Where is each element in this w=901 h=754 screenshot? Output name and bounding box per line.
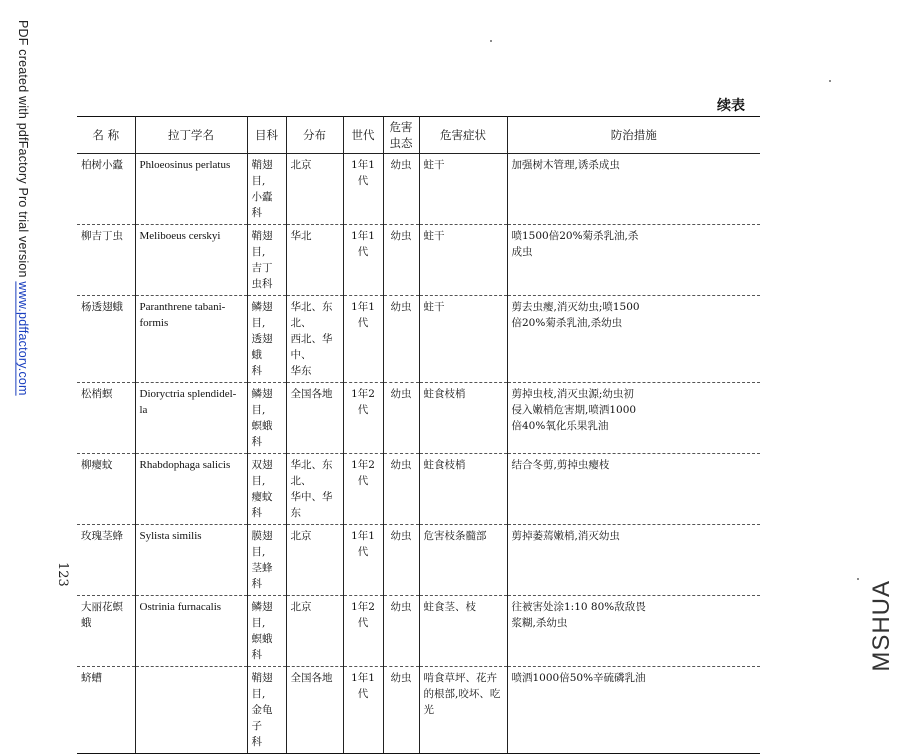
cell-latin: Sylista similis (135, 525, 247, 596)
cell-control: 剪掉虫枝,消灭虫源;幼虫初 侵入嫩梢危害期,喷洒1000 倍40%氧化乐果乳油 (507, 383, 760, 454)
cell-state: 幼虫 (383, 383, 419, 454)
table-header-row (77, 117, 760, 154)
column-header: 目科 (247, 117, 286, 154)
table-row (77, 596, 760, 667)
cell-latin (135, 667, 247, 754)
cell-order: 鞘翅目, 金龟子 科 (247, 667, 286, 754)
cell-order: 鳞翅目, 螟蛾科 (247, 383, 286, 454)
column-header: 分布 (286, 117, 343, 154)
cell-state: 幼虫 (383, 667, 419, 754)
table-row (77, 296, 760, 383)
cell-control: 往被害处涂1:10 80%敌敌畏 浆糊,杀幼虫 (507, 596, 760, 667)
column-header: 危害症状 (419, 117, 507, 154)
cell-control: 喷1500倍20%菊杀乳油,杀 成虫 (507, 225, 760, 296)
cell-name: 玫瑰茎蜂 (77, 525, 135, 596)
cell-latin: Meliboeus cerskyi (135, 225, 247, 296)
cell-state: 幼虫 (383, 296, 419, 383)
cell-control: 加强树木管理,诱杀成虫 (507, 154, 760, 225)
cell-symptom: 蛀干 (419, 296, 507, 383)
cell-control: 喷洒1000倍50%辛硫磷乳油 (507, 667, 760, 754)
cell-dist: 北京 (286, 525, 343, 596)
column-header: 危害 虫态 (383, 117, 419, 154)
cell-symptom: 蛀干 (419, 154, 507, 225)
cell-latin: Paranthrene tabani- formis (135, 296, 247, 383)
cell-latin: Ostrinia furnacalis (135, 596, 247, 667)
cell-symptom: 蛀食枝梢 (419, 454, 507, 525)
cell-latin: Dioryctria splendidel- la (135, 383, 247, 454)
cell-order: 鞘翅目, 小蠹科 (247, 154, 286, 225)
cell-order: 膜翅目, 茎蜂科 (247, 525, 286, 596)
column-header: 拉丁学名 (135, 117, 247, 154)
table-row (77, 667, 760, 754)
table-row (77, 454, 760, 525)
cell-gen: 1年2代 (343, 596, 383, 667)
table-row (77, 383, 760, 454)
pdf-trial-notice (16, 20, 30, 396)
cell-dist: 全国各地 (286, 667, 343, 754)
table-row (77, 525, 760, 596)
cell-latin: Phloeosinus perlatus (135, 154, 247, 225)
cell-state: 幼虫 (383, 154, 419, 225)
pdffactory-link[interactable]: www.pdffactory.com (16, 281, 30, 396)
cell-state: 幼虫 (383, 525, 419, 596)
cell-name: 柳吉丁虫 (77, 225, 135, 296)
cell-name: 柳瘿蚊 (77, 454, 135, 525)
continued-label: 续表 (717, 98, 745, 114)
cell-name: 杨透翅蛾 (77, 296, 135, 383)
scan-speck (857, 578, 859, 580)
cell-latin: Rhabdophaga salicis (135, 454, 247, 525)
cell-symptom: 蛀食茎、枝 (419, 596, 507, 667)
table-body (77, 154, 760, 754)
column-header: 防治措施 (507, 117, 760, 154)
cell-dist: 华北、东北、 华中、华东 (286, 454, 343, 525)
cell-control: 剪掉萎蔫嫩梢,消灭幼虫 (507, 525, 760, 596)
cell-gen: 1年1代 (343, 667, 383, 754)
cell-control: 剪去虫瘿,消灭幼虫;喷1500 倍20%菊杀乳油,杀幼虫 (507, 296, 760, 383)
scan-speck (490, 40, 492, 42)
pest-table (77, 116, 760, 754)
cell-gen: 1年2代 (343, 383, 383, 454)
cell-name: 松梢螟 (77, 383, 135, 454)
cell-symptom: 啃食草坪、花卉 的根部,咬坏、吃 光 (419, 667, 507, 754)
cell-symptom: 蛀干 (419, 225, 507, 296)
cell-dist: 华北、东北、 西北、华中、 华东 (286, 296, 343, 383)
cell-dist: 华北 (286, 225, 343, 296)
cell-order: 双翅目, 瘿蚊科 (247, 454, 286, 525)
cell-order: 鳞翅目, 螟蛾科 (247, 596, 286, 667)
table-row (77, 225, 760, 296)
cell-dist: 北京 (286, 154, 343, 225)
cell-symptom: 危害枝条髓部 (419, 525, 507, 596)
cell-order: 鞘翅目, 吉丁虫科 (247, 225, 286, 296)
watermark: MSHUA (868, 580, 895, 672)
cell-dist: 北京 (286, 596, 343, 667)
cell-gen: 1年1代 (343, 225, 383, 296)
cell-control: 结合冬剪,剪掉虫瘿枝 (507, 454, 760, 525)
column-header: 世代 (343, 117, 383, 154)
cell-name: 蛴螬 (77, 667, 135, 754)
cell-state: 幼虫 (383, 225, 419, 296)
cell-dist: 全国各地 (286, 383, 343, 454)
column-header: 名 称 (77, 117, 135, 154)
cell-gen: 1年2代 (343, 454, 383, 525)
page-number: 123 (55, 562, 70, 587)
scan-speck (829, 80, 831, 82)
cell-symptom: 蛀食枝梢 (419, 383, 507, 454)
cell-state: 幼虫 (383, 454, 419, 525)
cell-gen: 1年1代 (343, 154, 383, 225)
cell-name: 大丽花螟蛾 (77, 596, 135, 667)
table-row (77, 154, 760, 225)
cell-name: 柏树小蠹 (77, 154, 135, 225)
cell-order: 鳞翅目, 透翅蛾 科 (247, 296, 286, 383)
cell-gen: 1年1代 (343, 296, 383, 383)
cell-state: 幼虫 (383, 596, 419, 667)
cell-gen: 1年1代 (343, 525, 383, 596)
pdf-notice-text: PDF created with pdfFactory Pro trial version (16, 20, 30, 282)
